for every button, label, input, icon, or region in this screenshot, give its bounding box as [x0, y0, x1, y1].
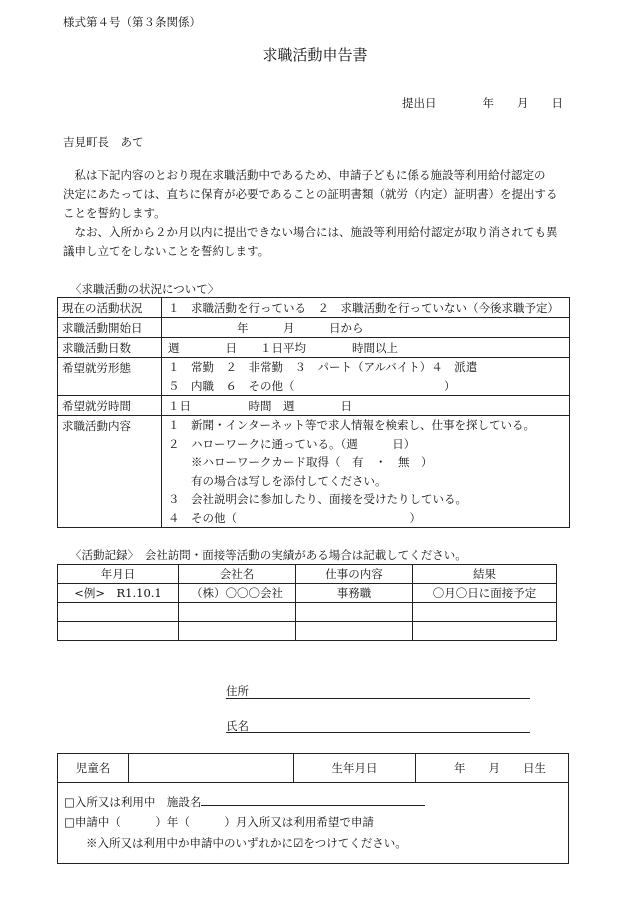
name-label: 氏名 [226, 719, 249, 733]
table-row [58, 584, 557, 603]
status-line: １ 常勤 ２ 非常勤 ３ パート（アルバイト）４ 派遣 [168, 360, 478, 374]
status-label: 求職活動日数 [58, 338, 162, 358]
pledge-line: なお、入所から２か月以内に提出できない場合には、施設等利用給付認定が取り消されても異 [63, 225, 558, 239]
instruction-suffix: をつけてください。 [303, 836, 407, 850]
table-row [58, 603, 557, 622]
record-cell[interactable] [296, 622, 413, 641]
record-header-date: 年月日 [58, 565, 179, 584]
status-table [57, 297, 570, 528]
in-use-line [64, 791, 562, 812]
record-table [57, 564, 557, 641]
record-cell[interactable] [58, 603, 179, 622]
submission-date: 提出日 年 月 日 [402, 96, 563, 110]
child-row [58, 754, 569, 783]
child-name-label: 児童名 [58, 754, 129, 783]
record-cell[interactable]: （株）〇〇〇会社 [179, 584, 296, 603]
record-cell[interactable] [179, 622, 296, 641]
pledge-line: 私は下記内容のとおり現在求職活動中であるため、申請子どもに係る施設等利用給付認定の [63, 168, 546, 182]
applying-line [64, 812, 562, 833]
status-label: 希望就労形態 [58, 358, 162, 396]
status-value: １日 時間 週 日 [162, 396, 570, 416]
record-cell[interactable]: 〇月〇日に面接予定 [413, 584, 557, 603]
status-line: ２ ハローワークに通っている。（週 日） [168, 436, 416, 451]
status-line: ※ハローワークカード取得（ 有 ・ 無 ） [168, 455, 433, 469]
page-title: 求職活動申告書 [262, 46, 368, 64]
pledge-line: ことを誓約します。 [63, 206, 166, 220]
status-choice-cell [58, 783, 569, 864]
applying-checkbox[interactable]: □ [64, 815, 75, 829]
status-value: 週 日 １日平均 時間以上 [162, 338, 570, 358]
table-row [58, 622, 557, 641]
applying-label: 申請中（ ）年（ ）月入所又は利用希望で申請 [74, 815, 374, 829]
pledge-line: 議申し立てをしないことを誓約します。 [63, 244, 270, 258]
pledge-text [63, 166, 558, 261]
status-row [58, 358, 570, 396]
record-cell[interactable]: 事務職 [296, 584, 413, 603]
pledge-line: 決定にあたっては、直ちに保育が必要であることの証明書類（就労（内定）証明書）を提出する [63, 187, 558, 201]
form-number: 様式第４号（第３条関係） [63, 15, 201, 29]
status-row [58, 416, 570, 528]
record-header-row [58, 565, 557, 584]
status-value: 年 月 日から [162, 318, 570, 338]
status-label: 求職活動内容 [58, 416, 162, 528]
status-line: ４ その他（ ） [168, 510, 421, 525]
record-header-result: 結果 [413, 565, 557, 584]
record-cell[interactable]: <例> R1.10.1 [58, 584, 179, 603]
status-row [58, 298, 570, 318]
status-value [162, 416, 570, 528]
record-section-heading: 〈活動記録〉 会社訪問・面接等活動の実績がある場合は記載してください。 [70, 548, 467, 562]
child-name-input[interactable] [129, 754, 294, 783]
child-info-box [57, 753, 569, 864]
instruction-line [64, 833, 562, 854]
record-cell[interactable] [413, 603, 557, 622]
status-line: １ 新聞・インターネット等で求人情報を検索し、仕事を探している。 [168, 418, 535, 432]
status-label: 求職活動開始日 [58, 318, 162, 338]
record-cell[interactable] [296, 603, 413, 622]
status-line: 有の場合は写しを添付してください。 [168, 473, 387, 488]
status-label: 希望就労時間 [58, 396, 162, 416]
checked-box-icon: ☑ [293, 836, 304, 850]
status-value [162, 358, 570, 396]
address-underline[interactable] [226, 698, 530, 699]
in-use-checkbox[interactable]: □ [64, 795, 75, 809]
status-value: １ 求職活動を行っている ２ 求職活動を行っていない（今後求職予定） [162, 298, 570, 318]
status-line: ３ 会社説明会に参加したり、面接を受けたりしている。 [168, 492, 467, 506]
status-row [58, 338, 570, 358]
facility-name-field[interactable] [201, 791, 425, 806]
in-use-label: 入所又は利用中 施設名 [74, 795, 202, 809]
status-label: 現在の活動状況 [58, 298, 162, 318]
address-field[interactable] [226, 683, 249, 699]
record-header-company: 会社名 [179, 565, 296, 584]
record-cell[interactable] [413, 622, 557, 641]
status-row [58, 318, 570, 338]
record-cell[interactable] [58, 622, 179, 641]
record-cell[interactable] [179, 603, 296, 622]
status-section-heading: 〈求職活動の状況について〉 [70, 282, 220, 296]
status-choice-row [58, 783, 569, 864]
status-line: ５ 内職 ６ その他（ ） [168, 378, 456, 393]
address-label: 住所 [226, 684, 249, 698]
record-header-job: 仕事の内容 [296, 565, 413, 584]
birth-date-input[interactable]: 年 月 日生 [416, 754, 569, 783]
status-row [58, 396, 570, 416]
birth-date-label: 生年月日 [294, 754, 416, 783]
name-underline[interactable] [226, 732, 530, 733]
addressee: 吉見町長 あて [63, 135, 144, 149]
instruction-text: ※入所又は利用中か申請中のいずれかに [86, 836, 293, 850]
